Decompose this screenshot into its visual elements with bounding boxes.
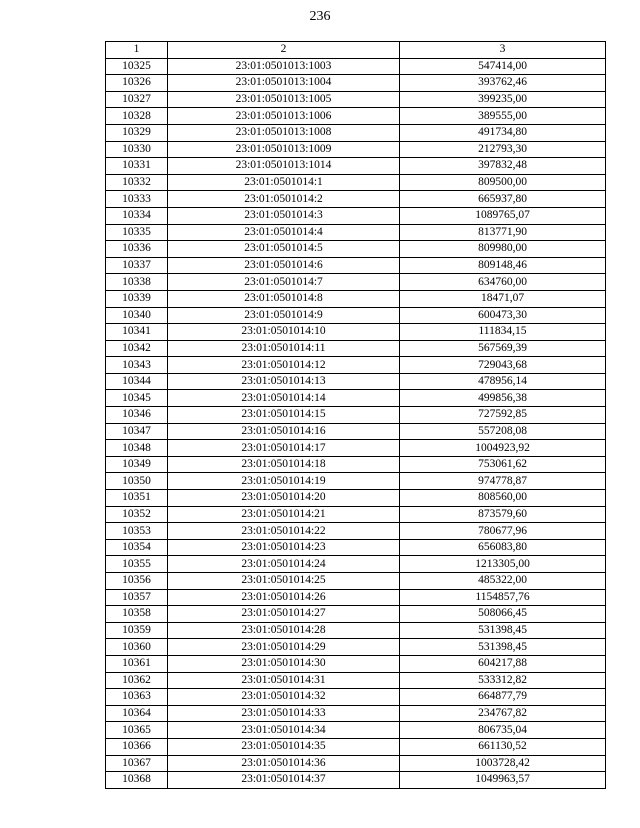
cadastral-number-cell: 23:01:0501014:31 <box>168 672 400 689</box>
cadastral-number-cell: 23:01:0501014:6 <box>168 257 400 274</box>
cadastral-number-cell: 23:01:0501014:21 <box>168 506 400 523</box>
row-number-cell: 10364 <box>106 705 168 722</box>
row-number-cell: 10344 <box>106 373 168 390</box>
row-number-cell: 10363 <box>106 689 168 706</box>
value-cell: 499856,38 <box>400 390 606 407</box>
row-number-cell: 10333 <box>106 191 168 208</box>
table-row <box>106 639 606 656</box>
table-row <box>106 490 606 507</box>
row-number-cell: 10346 <box>106 407 168 424</box>
value-cell: 557208,08 <box>400 423 606 440</box>
value-cell: 780677,96 <box>400 523 606 540</box>
value-cell: 491734,80 <box>400 124 606 141</box>
row-number-cell: 10351 <box>106 490 168 507</box>
cadastral-value-table <box>105 41 606 789</box>
row-number-cell: 10354 <box>106 539 168 556</box>
table-row <box>106 241 606 258</box>
table-row <box>106 440 606 457</box>
row-number-cell: 10337 <box>106 257 168 274</box>
table-row <box>106 141 606 158</box>
value-cell: 393762,46 <box>400 75 606 92</box>
value-cell: 397832,48 <box>400 158 606 175</box>
cadastral-number-cell: 23:01:0501014:11 <box>168 340 400 357</box>
cadastral-number-cell: 23:01:0501013:1009 <box>168 141 400 158</box>
value-cell: 661130,52 <box>400 738 606 755</box>
row-number-cell: 10350 <box>106 473 168 490</box>
row-number-cell: 10365 <box>106 722 168 739</box>
cadastral-number-cell: 23:01:0501014:3 <box>168 207 400 224</box>
table-row <box>106 523 606 540</box>
value-cell: 399235,00 <box>400 91 606 108</box>
value-cell: 809148,46 <box>400 257 606 274</box>
value-cell: 111834,15 <box>400 324 606 341</box>
table-row <box>106 772 606 789</box>
cadastral-number-cell: 23:01:0501014:2 <box>168 191 400 208</box>
value-cell: 665937,80 <box>400 191 606 208</box>
table-row <box>106 655 606 672</box>
row-number-cell: 10360 <box>106 639 168 656</box>
table-row <box>106 556 606 573</box>
table-row <box>106 75 606 92</box>
cadastral-number-cell: 23:01:0501014:16 <box>168 423 400 440</box>
row-number-cell: 10339 <box>106 290 168 307</box>
row-number-cell: 10338 <box>106 274 168 291</box>
value-cell: 1003728,42 <box>400 755 606 772</box>
value-cell: 809500,00 <box>400 174 606 191</box>
value-cell: 389555,00 <box>400 108 606 125</box>
table-row <box>106 705 606 722</box>
value-cell: 664877,79 <box>400 689 606 706</box>
row-number-cell: 10340 <box>106 307 168 324</box>
row-number-cell: 10331 <box>106 158 168 175</box>
cadastral-number-cell: 23:01:0501014:8 <box>168 290 400 307</box>
cadastral-number-cell: 23:01:0501014:12 <box>168 357 400 374</box>
table-row <box>106 407 606 424</box>
column-header-1: 1 <box>106 42 168 59</box>
value-cell: 485322,00 <box>400 573 606 590</box>
table-row <box>106 290 606 307</box>
table-row <box>106 207 606 224</box>
value-cell: 1213305,00 <box>400 556 606 573</box>
value-cell: 604217,88 <box>400 655 606 672</box>
row-number-cell: 10328 <box>106 108 168 125</box>
row-number-cell: 10336 <box>106 241 168 258</box>
row-number-cell: 10366 <box>106 738 168 755</box>
value-cell: 806735,04 <box>400 722 606 739</box>
row-number-cell: 10347 <box>106 423 168 440</box>
value-cell: 974778,87 <box>400 473 606 490</box>
column-header-2: 2 <box>168 42 400 59</box>
value-cell: 547414,00 <box>400 58 606 75</box>
value-cell: 809980,00 <box>400 241 606 258</box>
table-row <box>106 373 606 390</box>
value-cell: 808560,00 <box>400 490 606 507</box>
table-row <box>106 257 606 274</box>
value-cell: 567569,39 <box>400 340 606 357</box>
table-row <box>106 738 606 755</box>
value-cell: 531398,45 <box>400 622 606 639</box>
row-number-cell: 10326 <box>106 75 168 92</box>
table-row <box>106 58 606 75</box>
value-cell: 533312,82 <box>400 672 606 689</box>
row-number-cell: 10342 <box>106 340 168 357</box>
row-number-cell: 10359 <box>106 622 168 639</box>
value-cell: 1049963,57 <box>400 772 606 789</box>
row-number-cell: 10330 <box>106 141 168 158</box>
row-number-cell: 10327 <box>106 91 168 108</box>
row-number-cell: 10325 <box>106 58 168 75</box>
row-number-cell: 10345 <box>106 390 168 407</box>
table-row <box>106 755 606 772</box>
cadastral-number-cell: 23:01:0501014:37 <box>168 772 400 789</box>
cadastral-number-cell: 23:01:0501014:19 <box>168 473 400 490</box>
table-row <box>106 124 606 141</box>
table-row <box>106 622 606 639</box>
table-row <box>106 506 606 523</box>
cadastral-number-cell: 23:01:0501014:4 <box>168 224 400 241</box>
table-body <box>106 58 606 788</box>
value-cell: 1154857,76 <box>400 589 606 606</box>
cadastral-number-cell: 23:01:0501014:5 <box>168 241 400 258</box>
value-cell: 1089765,07 <box>400 207 606 224</box>
value-cell: 634760,00 <box>400 274 606 291</box>
table-row <box>106 307 606 324</box>
table-row <box>106 473 606 490</box>
row-number-cell: 10332 <box>106 174 168 191</box>
cadastral-number-cell: 23:01:0501014:20 <box>168 490 400 507</box>
cadastral-number-cell: 23:01:0501014:25 <box>168 573 400 590</box>
value-cell: 212793,30 <box>400 141 606 158</box>
table-row <box>106 672 606 689</box>
table-row <box>106 573 606 590</box>
value-cell: 753061,62 <box>400 456 606 473</box>
row-number-cell: 10348 <box>106 440 168 457</box>
cadastral-number-cell: 23:01:0501014:36 <box>168 755 400 772</box>
table-row <box>106 191 606 208</box>
table-row <box>106 423 606 440</box>
cadastral-number-cell: 23:01:0501014:32 <box>168 689 400 706</box>
cadastral-number-cell: 23:01:0501014:9 <box>168 307 400 324</box>
cadastral-number-cell: 23:01:0501013:1005 <box>168 91 400 108</box>
table-row <box>106 357 606 374</box>
table-row <box>106 589 606 606</box>
value-cell: 729043,68 <box>400 357 606 374</box>
table-row <box>106 340 606 357</box>
table-row <box>106 539 606 556</box>
cadastral-number-cell: 23:01:0501014:15 <box>168 407 400 424</box>
cadastral-number-cell: 23:01:0501014:26 <box>168 589 400 606</box>
cadastral-number-cell: 23:01:0501014:30 <box>168 655 400 672</box>
table-row <box>106 390 606 407</box>
cadastral-number-cell: 23:01:0501014:35 <box>168 738 400 755</box>
row-number-cell: 10356 <box>106 573 168 590</box>
row-number-cell: 10355 <box>106 556 168 573</box>
row-number-cell: 10358 <box>106 606 168 623</box>
column-header-3: 3 <box>400 42 606 59</box>
value-cell: 727592,85 <box>400 407 606 424</box>
cadastral-number-cell: 23:01:0501014:13 <box>168 373 400 390</box>
table-row <box>106 606 606 623</box>
table-row <box>106 174 606 191</box>
value-cell: 508066,45 <box>400 606 606 623</box>
value-cell: 18471,07 <box>400 290 606 307</box>
page-number: 236 <box>309 9 331 24</box>
row-number-cell: 10353 <box>106 523 168 540</box>
cadastral-number-cell: 23:01:0501014:22 <box>168 523 400 540</box>
cadastral-number-cell: 23:01:0501014:28 <box>168 622 400 639</box>
cadastral-number-cell: 23:01:0501013:1004 <box>168 75 400 92</box>
row-number-cell: 10343 <box>106 357 168 374</box>
row-number-cell: 10334 <box>106 207 168 224</box>
cadastral-number-cell: 23:01:0501014:17 <box>168 440 400 457</box>
value-cell: 813771,90 <box>400 224 606 241</box>
table-row <box>106 158 606 175</box>
cadastral-number-cell: 23:01:0501014:27 <box>168 606 400 623</box>
cadastral-number-cell: 23:01:0501014:24 <box>168 556 400 573</box>
table-row <box>106 722 606 739</box>
cadastral-number-cell: 23:01:0501014:33 <box>168 705 400 722</box>
cadastral-number-cell: 23:01:0501014:7 <box>168 274 400 291</box>
value-cell: 531398,45 <box>400 639 606 656</box>
row-number-cell: 10367 <box>106 755 168 772</box>
table-row <box>106 456 606 473</box>
row-number-cell: 10352 <box>106 506 168 523</box>
table-row <box>106 689 606 706</box>
row-number-cell: 10361 <box>106 655 168 672</box>
row-number-cell: 10357 <box>106 589 168 606</box>
cadastral-number-cell: 23:01:0501014:29 <box>168 639 400 656</box>
cadastral-number-cell: 23:01:0501013:1006 <box>168 108 400 125</box>
table-row <box>106 91 606 108</box>
value-cell: 234767,82 <box>400 705 606 722</box>
cadastral-number-cell: 23:01:0501014:14 <box>168 390 400 407</box>
table-header-row <box>106 42 606 59</box>
row-number-cell: 10335 <box>106 224 168 241</box>
cadastral-number-cell: 23:01:0501014:10 <box>168 324 400 341</box>
row-number-cell: 10341 <box>106 324 168 341</box>
value-cell: 1004923,92 <box>400 440 606 457</box>
cadastral-number-cell: 23:01:0501014:18 <box>168 456 400 473</box>
value-cell: 873579,60 <box>400 506 606 523</box>
table-row <box>106 274 606 291</box>
row-number-cell: 10362 <box>106 672 168 689</box>
cadastral-number-cell: 23:01:0501013:1014 <box>168 158 400 175</box>
value-cell: 600473,30 <box>400 307 606 324</box>
value-cell: 478956,14 <box>400 373 606 390</box>
cadastral-number-cell: 23:01:0501014:34 <box>168 722 400 739</box>
row-number-cell: 10368 <box>106 772 168 789</box>
cadastral-number-cell: 23:01:0501014:23 <box>168 539 400 556</box>
table-row <box>106 324 606 341</box>
row-number-cell: 10329 <box>106 124 168 141</box>
cadastral-number-cell: 23:01:0501014:1 <box>168 174 400 191</box>
cadastral-number-cell: 23:01:0501013:1003 <box>168 58 400 75</box>
table-row <box>106 108 606 125</box>
row-number-cell: 10349 <box>106 456 168 473</box>
table-row <box>106 224 606 241</box>
cadastral-number-cell: 23:01:0501013:1008 <box>168 124 400 141</box>
value-cell: 656083,80 <box>400 539 606 556</box>
